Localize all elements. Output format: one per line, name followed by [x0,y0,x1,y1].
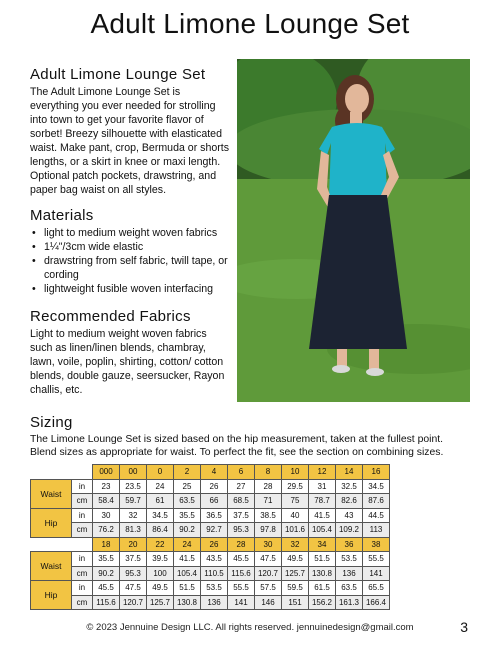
value-cell: 32.5 [336,479,363,494]
value-cell: 156.2 [309,595,336,610]
table-row [31,508,390,523]
value-cell: 58.4 [93,494,120,509]
value-cell: 90.2 [174,523,201,538]
value-cell: 37.5 [120,552,147,567]
materials-heading: Materials [30,207,94,224]
value-cell: 136 [201,595,228,610]
unit-cell: in [72,552,93,567]
table-row [31,566,390,581]
value-cell: 68.5 [228,494,255,509]
value-cell: 141 [228,595,255,610]
value-cell: 61.5 [309,581,336,596]
value-cell: 23 [93,479,120,494]
value-cell: 110.5 [201,566,228,581]
blank-cell [31,537,93,552]
value-cell: 24 [147,479,174,494]
value-cell: 41.5 [309,508,336,523]
value-cell: 61 [147,494,174,509]
size-header-cell: 24 [174,537,201,552]
value-cell: 34.5 [147,508,174,523]
value-cell: 32 [120,508,147,523]
value-cell: 146 [255,595,282,610]
table-row [31,595,390,610]
size-header-cell: 34 [309,537,336,552]
size-header-cell: 6 [228,465,255,480]
value-cell: 51.5 [309,552,336,567]
value-cell: 36.5 [201,508,228,523]
size-header-cell: 38 [363,537,390,552]
value-cell: 125.7 [282,566,309,581]
value-cell: 161.3 [336,595,363,610]
value-cell: 38.5 [255,508,282,523]
fabrics-text: Light to medium weight woven fabrics such as linen/linen blends, chambray, lawn, voile, poplin, shirting, cotton/ cotton blends, double gauze, seersucker, Rayon challis, etc. [30,328,225,396]
value-cell: 59.7 [120,494,147,509]
value-cell: 49.5 [282,552,309,567]
measurement-group-cell: Hip [31,581,72,610]
size-header-cell: 18 [93,537,120,552]
value-cell: 71 [255,494,282,509]
value-cell: 63.5 [336,581,363,596]
value-cell: 43 [336,508,363,523]
value-cell: 39.5 [147,552,174,567]
measurement-group-cell: Waist [31,552,72,581]
size-header-cell: 26 [201,537,228,552]
value-cell: 115.6 [93,595,120,610]
intro-heading: Adult Limone Lounge Set [30,66,206,83]
sizing-heading: Sizing [30,414,73,431]
value-cell: 97.8 [255,523,282,538]
size-header-cell: 0 [147,465,174,480]
value-cell: 86.4 [147,523,174,538]
unit-cell: cm [72,595,93,610]
size-header-cell: 10 [282,465,309,480]
value-cell: 120.7 [255,566,282,581]
value-cell: 105.4 [174,566,201,581]
value-cell: 66 [201,494,228,509]
page-number: 3 [460,619,468,635]
value-cell: 34.5 [363,479,390,494]
value-cell: 76.2 [93,523,120,538]
size-header-cell: 22 [147,537,174,552]
value-cell: 49.5 [147,581,174,596]
value-cell: 105.4 [309,523,336,538]
value-cell: 31 [309,479,336,494]
value-cell: 37.5 [228,508,255,523]
size-header-cell: 30 [255,537,282,552]
value-cell: 43.5 [201,552,228,567]
materials-item: • drawstring from self fabric, twill tape, or cording [44,254,230,282]
left-column [30,66,230,397]
value-cell: 151 [282,595,309,610]
value-cell: 92.7 [201,523,228,538]
size-header-cell: 16 [363,465,390,480]
value-cell: 101.6 [282,523,309,538]
value-cell: 47.5 [255,552,282,567]
value-cell: 109.2 [336,523,363,538]
table-row [31,552,390,567]
size-header-cell: 36 [336,537,363,552]
value-cell: 55.5 [363,552,390,567]
materials-item: • light to medium weight woven fabrics [44,226,230,240]
value-cell: 130.8 [174,595,201,610]
value-cell: 47.5 [120,581,147,596]
value-cell: 141 [363,566,390,581]
size-header-cell: 2 [174,465,201,480]
size-header-cell: 32 [282,537,309,552]
value-cell: 40 [282,508,309,523]
blank-cell [31,465,93,480]
value-cell: 51.5 [174,581,201,596]
value-cell: 53.5 [201,581,228,596]
unit-cell: cm [72,523,93,538]
size-header-cell: 28 [228,537,255,552]
sizing-section [30,414,470,459]
value-cell: 44.5 [363,508,390,523]
value-cell: 136 [336,566,363,581]
table-row [31,523,390,538]
model-photo [237,59,470,402]
size-header-cell: 4 [201,465,228,480]
value-cell: 120.7 [120,595,147,610]
table-row [31,494,390,509]
value-cell: 30 [93,508,120,523]
value-cell: 23.5 [120,479,147,494]
unit-cell: cm [72,494,93,509]
value-cell: 87.6 [363,494,390,509]
size-chart-table [30,464,390,610]
value-cell: 41.5 [174,552,201,567]
value-cell: 63.5 [174,494,201,509]
value-cell: 82.6 [336,494,363,509]
page-title: Adult Limone Lounge Set [90,8,410,39]
value-cell: 26 [201,479,228,494]
value-cell: 75 [282,494,309,509]
fabrics-heading: Recommended Fabrics [30,308,191,325]
value-cell: 95.3 [228,523,255,538]
size-header-row [31,465,390,480]
value-cell: 130.8 [309,566,336,581]
value-cell: 90.2 [93,566,120,581]
value-cell: 35.5 [174,508,201,523]
value-cell: 45.5 [93,581,120,596]
model-photo-icon [237,59,470,402]
footer-text: © 2023 Jennuine Design LLC. All rights reserved. jennuinedesign@gmail.com [86,622,414,633]
value-cell: 95.3 [120,566,147,581]
table-row [31,581,390,596]
value-cell: 65.5 [363,581,390,596]
unit-cell: in [72,508,93,523]
value-cell: 29.5 [282,479,309,494]
value-cell: 78.7 [309,494,336,509]
value-cell: 59.5 [282,581,309,596]
value-cell: 115.6 [228,566,255,581]
size-header-cell: 8 [255,465,282,480]
value-cell: 35.5 [93,552,120,567]
sizing-text: The Limone Lounge Set is sized based on the hip measurement, taken at the fullest point. Blend sizes as appropriate for waist. To perfect the fit, see the section on combining sizes. [30,434,444,458]
size-header-row [31,537,390,552]
value-cell: 27 [228,479,255,494]
value-cell: 100 [147,566,174,581]
size-header-cell: 14 [336,465,363,480]
value-cell: 125.7 [147,595,174,610]
materials-item: • 1¼"/3cm wide elastic [44,240,230,254]
table-row [31,479,390,494]
unit-cell: in [72,479,93,494]
materials-item: • lightweight fusible woven interfacing [44,282,230,296]
value-cell: 166.4 [363,595,390,610]
intro-text: The Adult Limone Lounge Set is everything you ever needed for strolling into town to get your favorite flavor of sorbet! Breezy silhouette with elasticated waist. Make pant, crop, Bermuda or shorts lengths, or a skirt in knee or maxi length. Optional patch pockets, drawstring, and paper bag waist on all styles. [30,86,230,196]
value-cell: 55.5 [228,581,255,596]
size-header-cell: 000 [93,465,120,480]
size-header-cell: 00 [120,465,147,480]
value-cell: 81.3 [120,523,147,538]
unit-cell: cm [72,566,93,581]
value-cell: 45.5 [228,552,255,567]
value-cell: 57.5 [255,581,282,596]
value-cell: 113 [363,523,390,538]
materials-list [30,226,230,296]
measurement-group-cell: Hip [31,508,72,537]
size-header-cell: 20 [120,537,147,552]
value-cell: 28 [255,479,282,494]
measurement-group-cell: Waist [31,479,72,508]
unit-cell: in [72,581,93,596]
value-cell: 53.5 [336,552,363,567]
size-header-cell: 12 [309,465,336,480]
value-cell: 25 [174,479,201,494]
